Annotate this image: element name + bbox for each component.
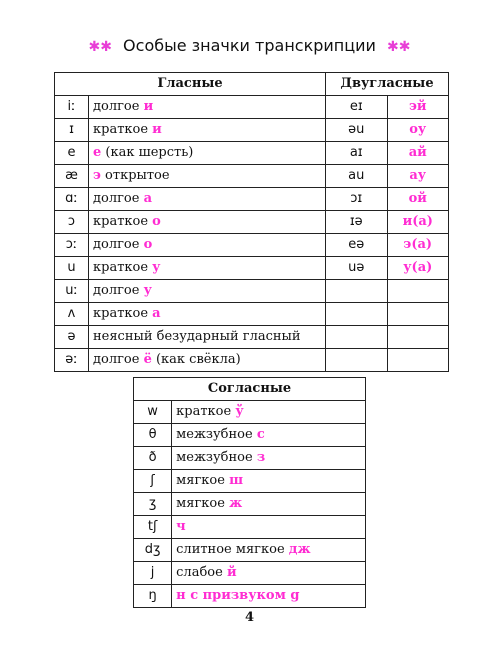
description-text: долгое <box>93 237 144 252</box>
vowel-symbol: ɑː <box>55 188 89 211</box>
vowel-description <box>89 303 326 326</box>
vowel-symbol: æ <box>55 165 89 188</box>
page-title <box>0 36 499 55</box>
diphthong-sound: ау <box>387 165 449 188</box>
description-text: неясный безударный гласный <box>93 329 301 344</box>
consonant-description <box>172 470 366 493</box>
sound-highlight: у <box>152 260 161 275</box>
sound-highlight: о <box>143 237 153 252</box>
sound-highlight: а <box>152 306 161 321</box>
diphthong-symbol <box>326 303 388 326</box>
diphthong-symbol: aɪ <box>326 142 388 165</box>
sound-highlight: а <box>143 191 152 206</box>
sound-highlight: ё <box>143 352 152 367</box>
table-row <box>134 585 366 608</box>
description-text: долгое <box>93 99 144 114</box>
sound-highlight: и <box>143 99 154 114</box>
consonant-symbol: ʃ <box>134 470 172 493</box>
description-text: межзубное <box>176 450 257 465</box>
sound-highlight: дж <box>288 542 311 557</box>
description-text: межзубное <box>176 427 257 442</box>
page-number: 4 <box>244 610 255 625</box>
vowel-description <box>89 211 326 234</box>
table-row <box>55 303 449 326</box>
table-row <box>55 142 449 165</box>
vowel-symbol: ɪ <box>55 119 89 142</box>
description-text: слитное мягкое <box>176 542 289 557</box>
vowel-symbol: iː <box>55 96 89 119</box>
table-row <box>134 539 366 562</box>
table-row <box>134 424 366 447</box>
diphthong-sound: эй <box>387 96 449 119</box>
diphthong-symbol: uə <box>326 257 388 280</box>
table-row <box>55 234 449 257</box>
consonant-symbol: ʒ <box>134 493 172 516</box>
diphthong-symbol <box>326 280 388 303</box>
vowel-symbol: ʌ <box>55 303 89 326</box>
consonant-description <box>172 447 366 470</box>
diphthong-symbol: əu <box>326 119 388 142</box>
sound-highlight: ж <box>229 496 243 511</box>
table-row <box>134 493 366 516</box>
diphthong-symbol: eɪ <box>326 96 388 119</box>
vowel-symbol: uː <box>55 280 89 303</box>
diphthong-sound <box>387 349 449 372</box>
table-row <box>55 280 449 303</box>
table-row <box>55 349 449 372</box>
sound-highlight: ў <box>235 404 244 419</box>
sound-highlight: э <box>93 168 101 183</box>
description-text: мягкое <box>176 496 230 511</box>
sound-highlight: и <box>152 122 162 137</box>
consonant-symbol: ŋ <box>134 585 172 608</box>
description-after: (как шерсть) <box>101 145 194 160</box>
diphthong-symbol: ɪə <box>326 211 388 234</box>
vowel-symbol: ɔː <box>55 234 89 257</box>
vowel-description <box>89 165 326 188</box>
table-row <box>134 470 366 493</box>
consonant-symbol: tʃ <box>134 516 172 539</box>
table-row <box>55 96 449 119</box>
vowel-description <box>89 280 326 303</box>
title-text: Особые значки транскрипции <box>123 36 376 55</box>
vowel-description <box>89 257 326 280</box>
description-text: краткое <box>176 404 236 419</box>
diphthong-sound: ой <box>387 188 449 211</box>
title-ornament-left: ✱✱ <box>88 39 112 55</box>
table-row <box>134 447 366 470</box>
vowel-description <box>89 188 326 211</box>
table-row <box>55 165 449 188</box>
vowel-description <box>89 142 326 165</box>
vowel-symbol: e <box>55 142 89 165</box>
diphthong-sound: ай <box>387 142 449 165</box>
diphthong-sound: и(а) <box>387 211 449 234</box>
consonant-description <box>172 401 366 424</box>
consonant-description <box>172 424 366 447</box>
diphthong-sound: оу <box>387 119 449 142</box>
consonant-symbol: ð <box>134 447 172 470</box>
description-text: долгое <box>93 283 144 298</box>
diphthong-sound <box>387 303 449 326</box>
consonant-symbol: j <box>134 562 172 585</box>
description-text: долгое <box>93 191 144 206</box>
consonant-description <box>172 516 366 539</box>
diphthong-sound <box>387 326 449 349</box>
table-row <box>134 401 366 424</box>
vowel-description <box>89 349 326 372</box>
sound-highlight: у <box>143 283 152 298</box>
diphthong-sound <box>387 280 449 303</box>
diphthong-symbol: au <box>326 165 388 188</box>
diphthongs-header: Двугласные <box>326 73 449 96</box>
consonant-description <box>172 585 366 608</box>
vowel-symbol: ə <box>55 326 89 349</box>
vowel-symbol: u <box>55 257 89 280</box>
diphthong-sound: у(а) <box>387 257 449 280</box>
vowels-table <box>54 72 449 372</box>
vowel-description <box>89 326 326 349</box>
description-text: слабое <box>176 565 227 580</box>
description-text: долгое <box>93 352 144 367</box>
vowel-symbol: ɔ <box>55 211 89 234</box>
diphthong-symbol: ɔɪ <box>326 188 388 211</box>
sound-highlight: з <box>256 450 266 465</box>
table-row <box>55 257 449 280</box>
diphthong-symbol <box>326 326 388 349</box>
vowels-header: Гласные <box>55 73 326 96</box>
title-ornament-right: ✱✱ <box>387 39 411 55</box>
vowels-header-row <box>55 73 449 96</box>
sound-highlight: е <box>93 145 102 160</box>
consonant-symbol: w <box>134 401 172 424</box>
diphthong-symbol <box>326 349 388 372</box>
table-row <box>134 562 366 585</box>
description-text: краткое <box>93 306 153 321</box>
vowel-description <box>89 96 326 119</box>
consonants-table <box>133 377 366 608</box>
table-row <box>55 326 449 349</box>
table-row <box>55 211 449 234</box>
sound-highlight: й <box>226 565 237 580</box>
vowel-description <box>89 234 326 257</box>
consonant-description <box>172 539 366 562</box>
consonant-symbol: θ <box>134 424 172 447</box>
description-after: (как свёкла) <box>151 352 241 367</box>
sound-highlight: ч <box>176 519 186 534</box>
consonants-header-row <box>134 378 366 401</box>
table-row <box>134 516 366 539</box>
sound-highlight: ш <box>229 473 244 488</box>
diphthong-symbol: eə <box>326 234 388 257</box>
sound-highlight: о <box>152 214 161 229</box>
sound-highlight: н с призвуком g <box>176 588 300 603</box>
description-after: открытое <box>100 168 170 183</box>
sound-highlight: с <box>256 427 265 442</box>
consonants-header: Согласные <box>134 378 366 401</box>
description-text: краткое <box>93 214 153 229</box>
description-text: мягкое <box>176 473 230 488</box>
table-row <box>55 119 449 142</box>
description-text: краткое <box>93 122 153 137</box>
vowel-symbol: əː <box>55 349 89 372</box>
vowel-description <box>89 119 326 142</box>
diphthong-sound: э(а) <box>387 234 449 257</box>
consonant-symbol: dʒ <box>134 539 172 562</box>
description-text: краткое <box>93 260 153 275</box>
consonant-description <box>172 562 366 585</box>
table-row <box>55 188 449 211</box>
consonant-description <box>172 493 366 516</box>
